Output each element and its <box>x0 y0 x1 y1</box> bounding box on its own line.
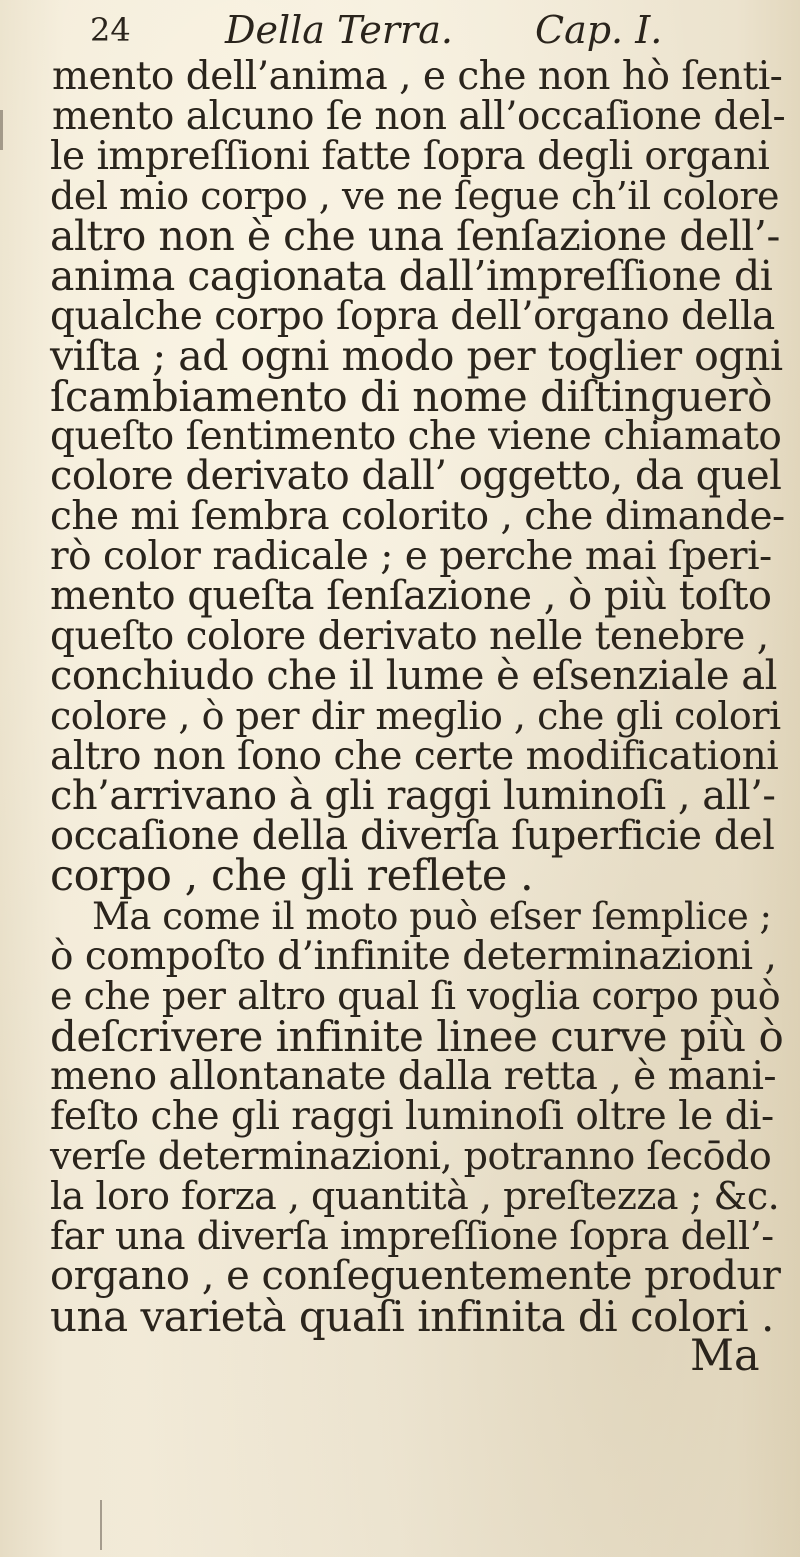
text-line: anima cagionata dall’impreſſione di <box>50 252 773 300</box>
text-line: ch’arrivano à gli raggi luminoſi , all’- <box>50 773 776 819</box>
text-line: queſto colore derivato nelle tenebre , <box>50 614 769 659</box>
chapter-label: Cap. I. <box>535 8 663 52</box>
text-line: le impreſſioni fatte ſopra degli organi <box>50 134 770 179</box>
text-line: ſcambiamento di nome diſtinguerò <box>50 372 772 421</box>
text-line: far una diverſa impreſſione ſopra dell’- <box>50 1214 774 1258</box>
catchword: Ma <box>690 1331 760 1381</box>
running-head <box>40 6 760 54</box>
text-line: la loro forza , quantità , preſtezza ; &c. <box>50 1174 780 1218</box>
text-line: una varietà quaſi infinita di colori . <box>50 1292 774 1341</box>
text-line: rò color radicale ; e perche mai ſperi- <box>50 534 772 579</box>
binding-edge-mark <box>0 110 3 150</box>
text-line: viſta ; ad ogni modo per toglier ogni <box>50 332 783 380</box>
text-line: deſcrivere infinite linee curve più ò <box>50 1012 784 1061</box>
text-line: ò compoſto d’infinite determinazioni , <box>50 934 777 979</box>
text-line: mento queſta ſenſazione , ò più toſto <box>50 573 772 619</box>
text-line: organo , e conſeguentemente produr <box>50 1253 781 1299</box>
text-line: altro non ſono che certe modificationi <box>50 734 779 779</box>
text-line: colore , ò per dir meglio , che gli colori <box>50 694 781 738</box>
text-line: feſto che gli raggi luminoſi oltre le di- <box>50 1094 774 1139</box>
text-line: del mio corpo , ve ne ſegue ch’il colore <box>50 174 780 218</box>
text-line: che mi ſembra colorito , che dimande- <box>50 494 785 539</box>
text-line: verſe determinazioni, potranno ſecōdo <box>50 1134 772 1178</box>
text-line: colore derivato dall’ oggetto, da quel <box>50 453 782 499</box>
text-line: e che per altro qual ſi voglia corpo può <box>50 974 781 1018</box>
text-line: qualche corpo ſopra dell’organo della <box>50 294 775 339</box>
paragraph-first-line: Ma come il moto può eſser ſemplice ; <box>92 895 772 938</box>
text-line: occaſione della diverſa ſuperficie del <box>50 813 775 859</box>
text-line: queſto ſentimento che viene chiamato <box>50 414 782 459</box>
page-number: 24 <box>90 11 131 49</box>
text-line: conchiudo che il lume è eſsenziale al <box>50 653 777 699</box>
text-line: mento dell’anima , e che non hò ſenti- <box>52 54 783 99</box>
running-title: Della Terra. <box>225 8 453 52</box>
text-line: altro non è che una ſenſazione dell’- <box>50 212 780 260</box>
text-line: mento alcuno ſe non all’occaſione del- <box>52 94 786 139</box>
paper-mark <box>100 1500 102 1550</box>
text-line: corpo , che gli reflete . <box>50 851 534 901</box>
text-line: meno allontanate dalla retta , è mani- <box>50 1054 777 1099</box>
